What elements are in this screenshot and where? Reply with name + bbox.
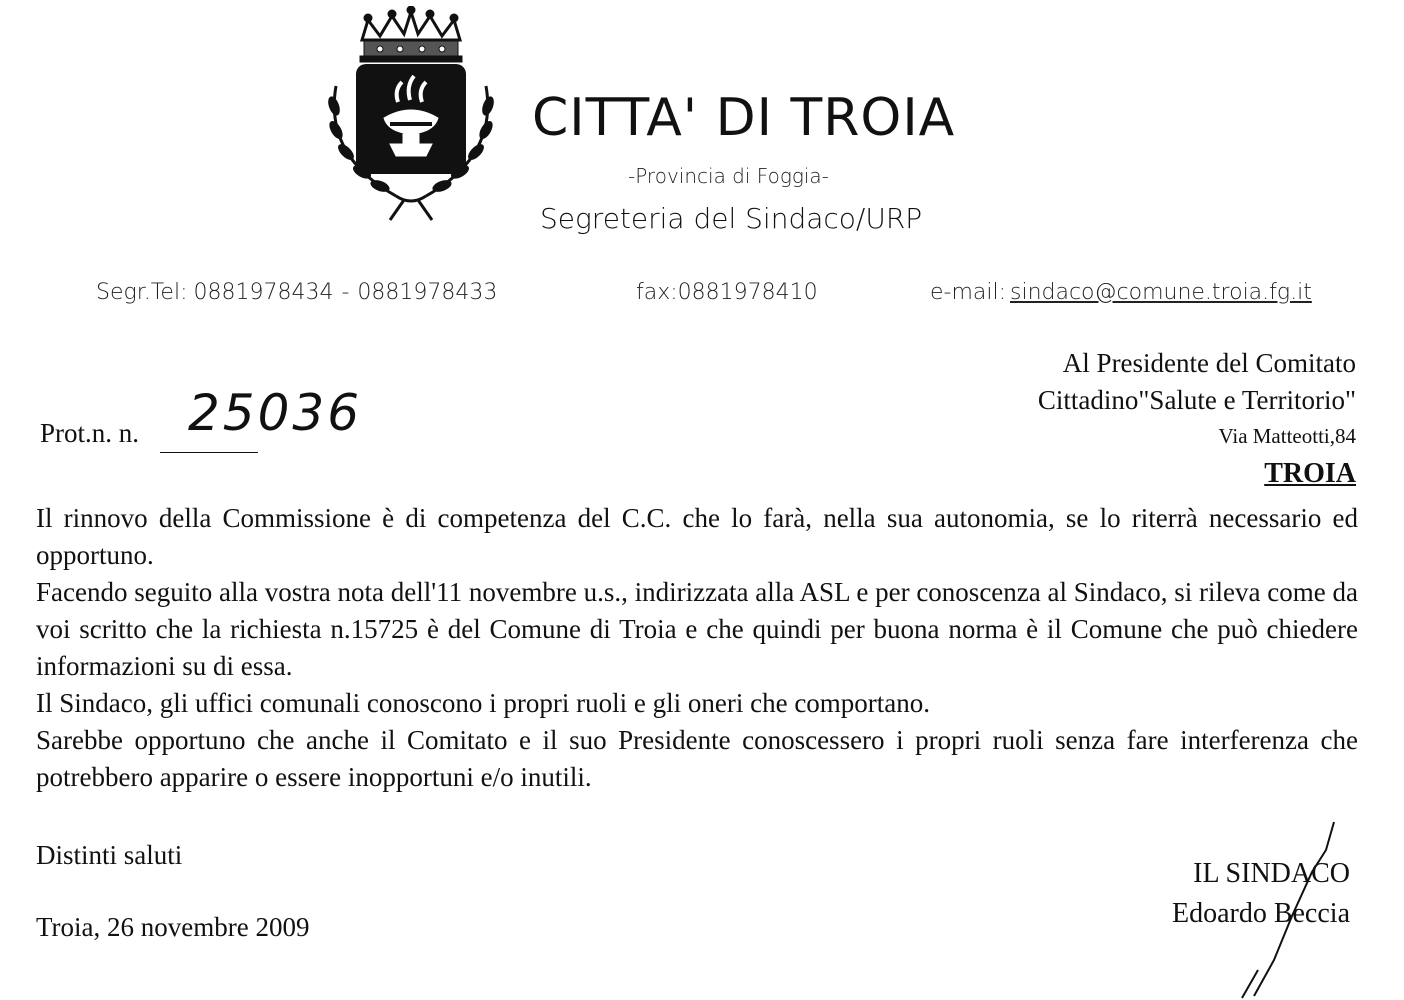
protocol-number: 25036 — [188, 384, 363, 442]
protocol-label: Prot.n. n. — [40, 418, 140, 448]
signatory-name: Edoardo Beccia — [1171, 898, 1350, 929]
tel-separator: - — [341, 280, 350, 305]
body-paragraph-2: Facendo seguito alla vostra nota dell'11 novembre u.s., indirizzata alla ASL e per conoscenza al Sindaco, si rileva come da voi scritto che la richiesta n.15725 è del Comune di Troia e che quindi per buona norma è il Comune che può chiedere informazioni su di essa. — [36, 577, 1358, 681]
fax-number: fax:0881978410 — [636, 280, 818, 305]
province-subtitle: -Provincia di Foggia- — [628, 164, 829, 188]
email-address: sindaco@comune.troia.fg.it — [1010, 280, 1312, 305]
city-title: CITTA' DI TROIA — [532, 88, 956, 148]
letter-body — [36, 500, 1358, 796]
addressee-line-2: Cittadino"Salute e Territorio" — [1037, 385, 1356, 415]
body-paragraph-4: Sarebbe opportuno che anche il Comitato e il suo Presidente conoscessero i propri ruoli senza fare interferenza che potrebbero apparire o essere inopportuni e/o inutili. — [36, 725, 1358, 792]
contact-line — [96, 280, 1312, 305]
tel-number-1: 0881978434 — [193, 280, 334, 305]
office-name: Segreteria del Sindaco/URP — [540, 202, 923, 235]
addressee-street: Via Matteotti,84 — [1218, 424, 1356, 448]
tel-number-2: 0881978433 — [357, 280, 498, 305]
email-label: e-mail: — [930, 280, 1007, 305]
addressee-line-1: Al Presidente del Comitato — [1062, 348, 1356, 378]
handwritten-signature-icon — [1214, 820, 1344, 1000]
coat-of-arms-icon — [306, 6, 516, 226]
protocol-underline — [160, 452, 258, 453]
closing-salutation: Distinti saluti — [36, 840, 183, 870]
place-and-date: Troia, 26 novembre 2009 — [36, 912, 310, 942]
addressee-city: TROIA — [1264, 458, 1356, 489]
signatory-role: IL SINDACO — [1193, 858, 1350, 889]
body-paragraph-3: Il Sindaco, gli uffici comunali conoscono i propri ruoli e gli oneri che comportano. — [36, 688, 931, 718]
body-paragraph-1: Il rinnovo della Commissione è di competenza del C.C. che lo farà, nella sua autonomia, se lo riterrà necessario ed opportuno. — [36, 503, 1358, 570]
tel-label: Segr.Tel: — [96, 280, 188, 305]
